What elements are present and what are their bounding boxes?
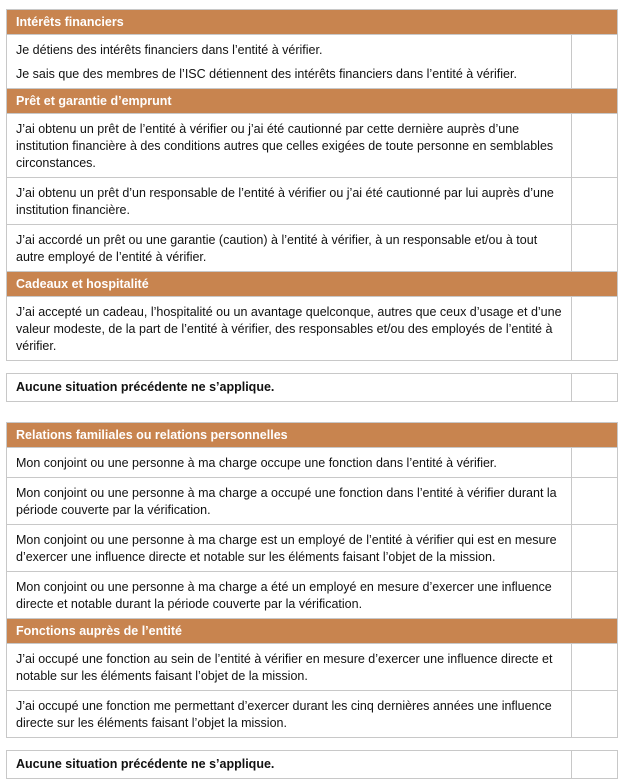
table-row xyxy=(7,35,618,89)
section-title: Cadeaux et hospitalité xyxy=(7,272,618,297)
statement-cell xyxy=(7,114,572,178)
table-row xyxy=(7,644,618,691)
checkbox-cell[interactable] xyxy=(572,448,618,478)
none-applies-label: Aucune situation précédente ne s’applique. xyxy=(7,751,572,779)
checkbox-cell[interactable] xyxy=(572,114,618,178)
checkbox-cell[interactable] xyxy=(572,35,618,89)
checkbox-cell[interactable] xyxy=(572,525,618,572)
section-title: Relations familiales ou relations personnelles xyxy=(7,423,618,448)
statement-cell xyxy=(7,691,572,738)
declaration-table-part1 xyxy=(6,9,618,361)
statement-text: J’ai accepté un cadeau, l’hospitalité ou un avantage quelconque, autres que ceux d’usage et d’une valeur modeste, de la part de l’entité à vérifier, des responsables et/ou des employés de l’entité à vérifier. xyxy=(16,305,562,353)
statement-text: J’ai obtenu un prêt d’un responsable de l’entité à vérifier ou j’ai été cautionné par lui auprès d’une institution financière. xyxy=(16,186,554,217)
statement-text: Mon conjoint ou une personne à ma charge a occupé une fonction dans l’entité à vérifier durant la période couverte par la vérification. xyxy=(16,486,557,517)
statement-text: J’ai obtenu un prêt de l’entité à vérifier ou j’ai été cautionné par cette dernière auprès d’une institution financière à des conditions autres que celles exigées de toute personne en semblables circonstances. xyxy=(16,122,554,170)
none-applies-table xyxy=(6,750,618,779)
statement-cell xyxy=(7,478,572,525)
table-row xyxy=(7,691,618,738)
none-applies-label: Aucune situation précédente ne s’applique. xyxy=(7,374,572,402)
statement-text: Je sais que des membres de l’ISC détiennent des intérêts financiers dans l’entité à vérifier. xyxy=(16,67,517,81)
statement-cell xyxy=(7,225,572,272)
statement-text: J’ai accordé un prêt ou une garantie (caution) à l’entité à vérifier, à un responsable et/ou à tout autre employé de l’entité à vérifier. xyxy=(16,233,538,264)
statement-cell xyxy=(7,572,572,619)
checkbox-cell[interactable] xyxy=(572,572,618,619)
statement-text: J’ai occupé une fonction me permettant d’exercer durant les cinq dernières années une influence directe sur les éléments faisant l’objet la mission. xyxy=(16,699,552,730)
checkbox-cell[interactable] xyxy=(572,297,618,361)
table-row xyxy=(7,525,618,572)
checkbox-cell[interactable] xyxy=(572,178,618,225)
checkbox-cell[interactable] xyxy=(572,225,618,272)
statement-text: Mon conjoint ou une personne à ma charge est un employé de l’entité à vérifier qui est en mesure d’exercer une influence directe et notable sur les éléments faisant l’objet de la mission. xyxy=(16,533,557,564)
statement-cell xyxy=(7,644,572,691)
none-applies-table xyxy=(6,373,618,402)
checkbox-cell[interactable] xyxy=(572,691,618,738)
statement-text: Mon conjoint ou une personne à ma charge a été un employé en mesure d’exercer une influence directe et notable durant la période couverte par la vérification. xyxy=(16,580,552,611)
table-row xyxy=(7,448,618,478)
section-header-row xyxy=(7,89,618,114)
declaration-table-part2 xyxy=(6,422,618,738)
statement-cell xyxy=(7,525,572,572)
table-row xyxy=(7,572,618,619)
section-header-row xyxy=(7,10,618,35)
section-title: Fonctions auprès de l’entité xyxy=(7,619,618,644)
statement-text: Mon conjoint ou une personne à ma charge occupe une fonction dans l’entité à vérifier. xyxy=(16,456,497,470)
table-row xyxy=(7,478,618,525)
checkbox-cell[interactable] xyxy=(572,478,618,525)
none-applies-row xyxy=(7,751,618,779)
statement-cell xyxy=(7,448,572,478)
none-applies-row xyxy=(7,374,618,402)
statement-cell xyxy=(7,178,572,225)
checkbox-cell[interactable] xyxy=(572,751,618,779)
table-row xyxy=(7,114,618,178)
section-title: Prêt et garantie d’emprunt xyxy=(7,89,618,114)
statement-text: Je détiens des intérêts financiers dans l’entité à vérifier. xyxy=(16,43,323,57)
statement-text: J’ai occupé une fonction au sein de l’entité à vérifier en mesure d’exercer une influence directe et notable sur les éléments faisant l’objet de la mission. xyxy=(16,652,553,683)
table-row xyxy=(7,178,618,225)
table-row xyxy=(7,225,618,272)
section-header-row xyxy=(7,619,618,644)
statement-cell xyxy=(7,35,572,89)
section-title: Intérêts financiers xyxy=(7,10,618,35)
table-row xyxy=(7,297,618,361)
checkbox-cell[interactable] xyxy=(572,374,618,402)
section-header-row xyxy=(7,272,618,297)
section-header-row xyxy=(7,423,618,448)
statement-cell xyxy=(7,297,572,361)
checkbox-cell[interactable] xyxy=(572,644,618,691)
